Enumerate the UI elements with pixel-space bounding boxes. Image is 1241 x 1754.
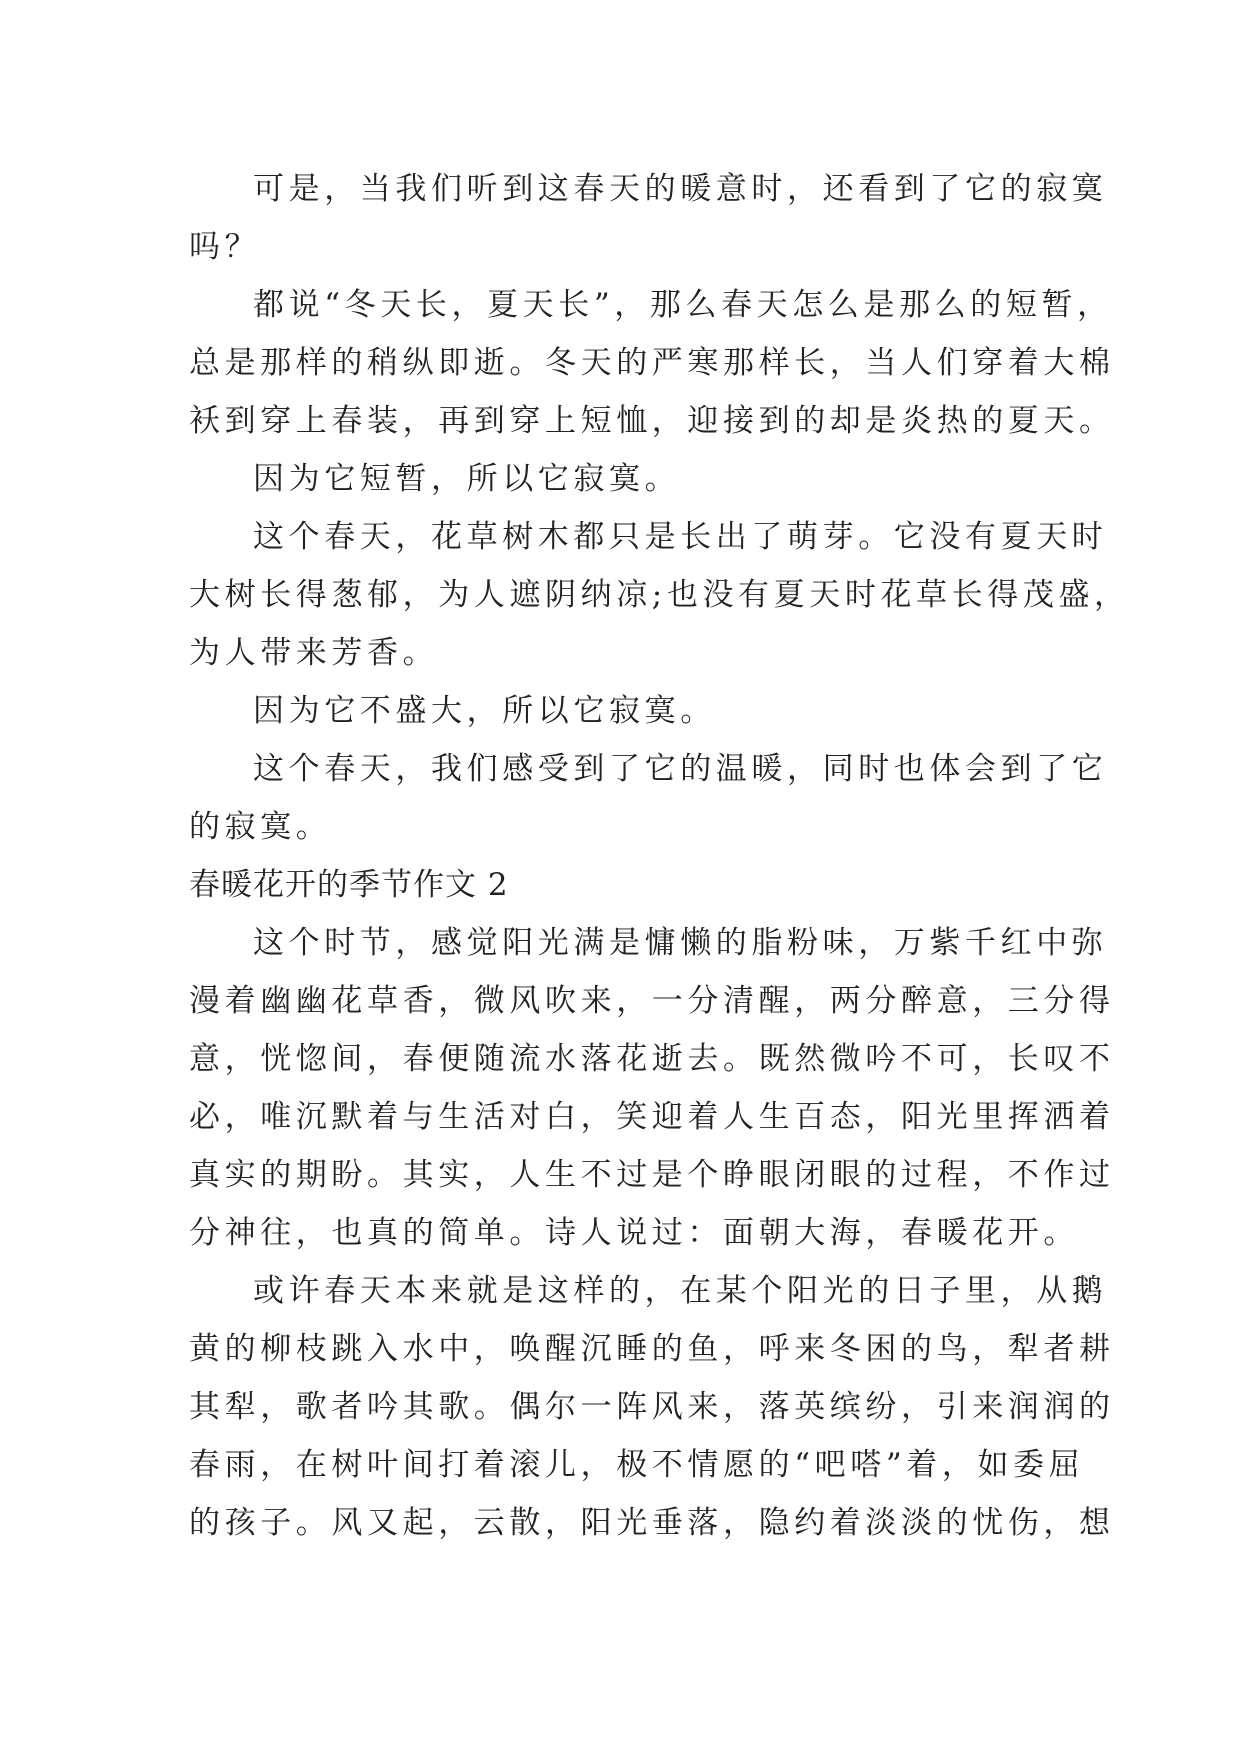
paragraph-line: 总是那样的稍纵即逝。冬天的严寒那样长，当人们穿着大棉 [189, 345, 1115, 381]
paragraph-line: 为人带来芳香。 [189, 635, 439, 671]
paragraph-line: 必，唯沉默着与生活对白，笑迎着人生百态，阳光里挥洒着 [189, 1099, 1115, 1135]
paragraph-line: 因为它短暂，所以它寂寞。 [253, 461, 681, 497]
paragraph-line: 的孩子。风又起，云散，阳光垂落，隐约着淡淡的忧伤，想 [189, 1505, 1115, 1541]
paragraph-line: 这个春天，花草树木都只是长出了萌芽。它没有夏天时 [253, 519, 1108, 555]
paragraph-line: 黄的柳枝跳入水中，唤醒沉睡的鱼，呼来冬困的鸟，犁者耕 [189, 1331, 1115, 1367]
paragraph-line: 吗？ [189, 229, 261, 265]
paragraph-line: 大树长得葱郁，为人遮阴纳凉;也没有夏天时花草长得茂盛， [189, 577, 1130, 613]
document-page [189, 160, 1130, 1552]
paragraph-line: 其犁，歌者吟其歌。偶尔一阵风来，落英缤纷，引来润润的 [189, 1389, 1115, 1425]
paragraph-line: 都说“冬天长，夏天长”，那么春天怎么是那么的短暂， [253, 287, 1113, 323]
paragraph-line: 袄到穿上春装，再到穿上短恤，迎接到的却是炎热的夏天。 [189, 403, 1115, 439]
paragraph-line: 分神往，也真的简单。诗人说过：面朝大海，春暖花开。 [189, 1215, 1079, 1251]
paragraph-line: 真实的期盼。其实，人生不过是个睁眼闭眼的过程，不作过 [189, 1157, 1115, 1193]
section-heading: 春暖花开的季节作文 2 [189, 867, 509, 903]
paragraph-line: 因为它不盛大，所以它寂寞。 [253, 693, 716, 729]
paragraph-line: 这个时节，感觉阳光满是慵懒的脂粉味，万紫千红中弥 [253, 925, 1108, 961]
paragraph-line: 春雨，在树叶间打着滚儿，极不情愿的“吧嗒”着，如委屈 [189, 1447, 1085, 1483]
paragraph-line: 意，恍惚间，春便随流水落花逝去。既然微吟不可，长叹不 [189, 1041, 1115, 1077]
paragraph-line: 或许春天本来就是这样的，在某个阳光的日子里，从鹅 [253, 1273, 1108, 1309]
paragraph-line: 的寂寞。 [189, 809, 332, 845]
paragraph-line: 这个春天，我们感受到了它的温暖，同时也体会到了它 [253, 751, 1108, 787]
paragraph-line: 可是，当我们听到这春天的暖意时，还看到了它的寂寞 [253, 171, 1108, 207]
paragraph-line: 漫着幽幽花草香，微风吹来，一分清醒，两分醉意，三分得 [189, 983, 1115, 1019]
